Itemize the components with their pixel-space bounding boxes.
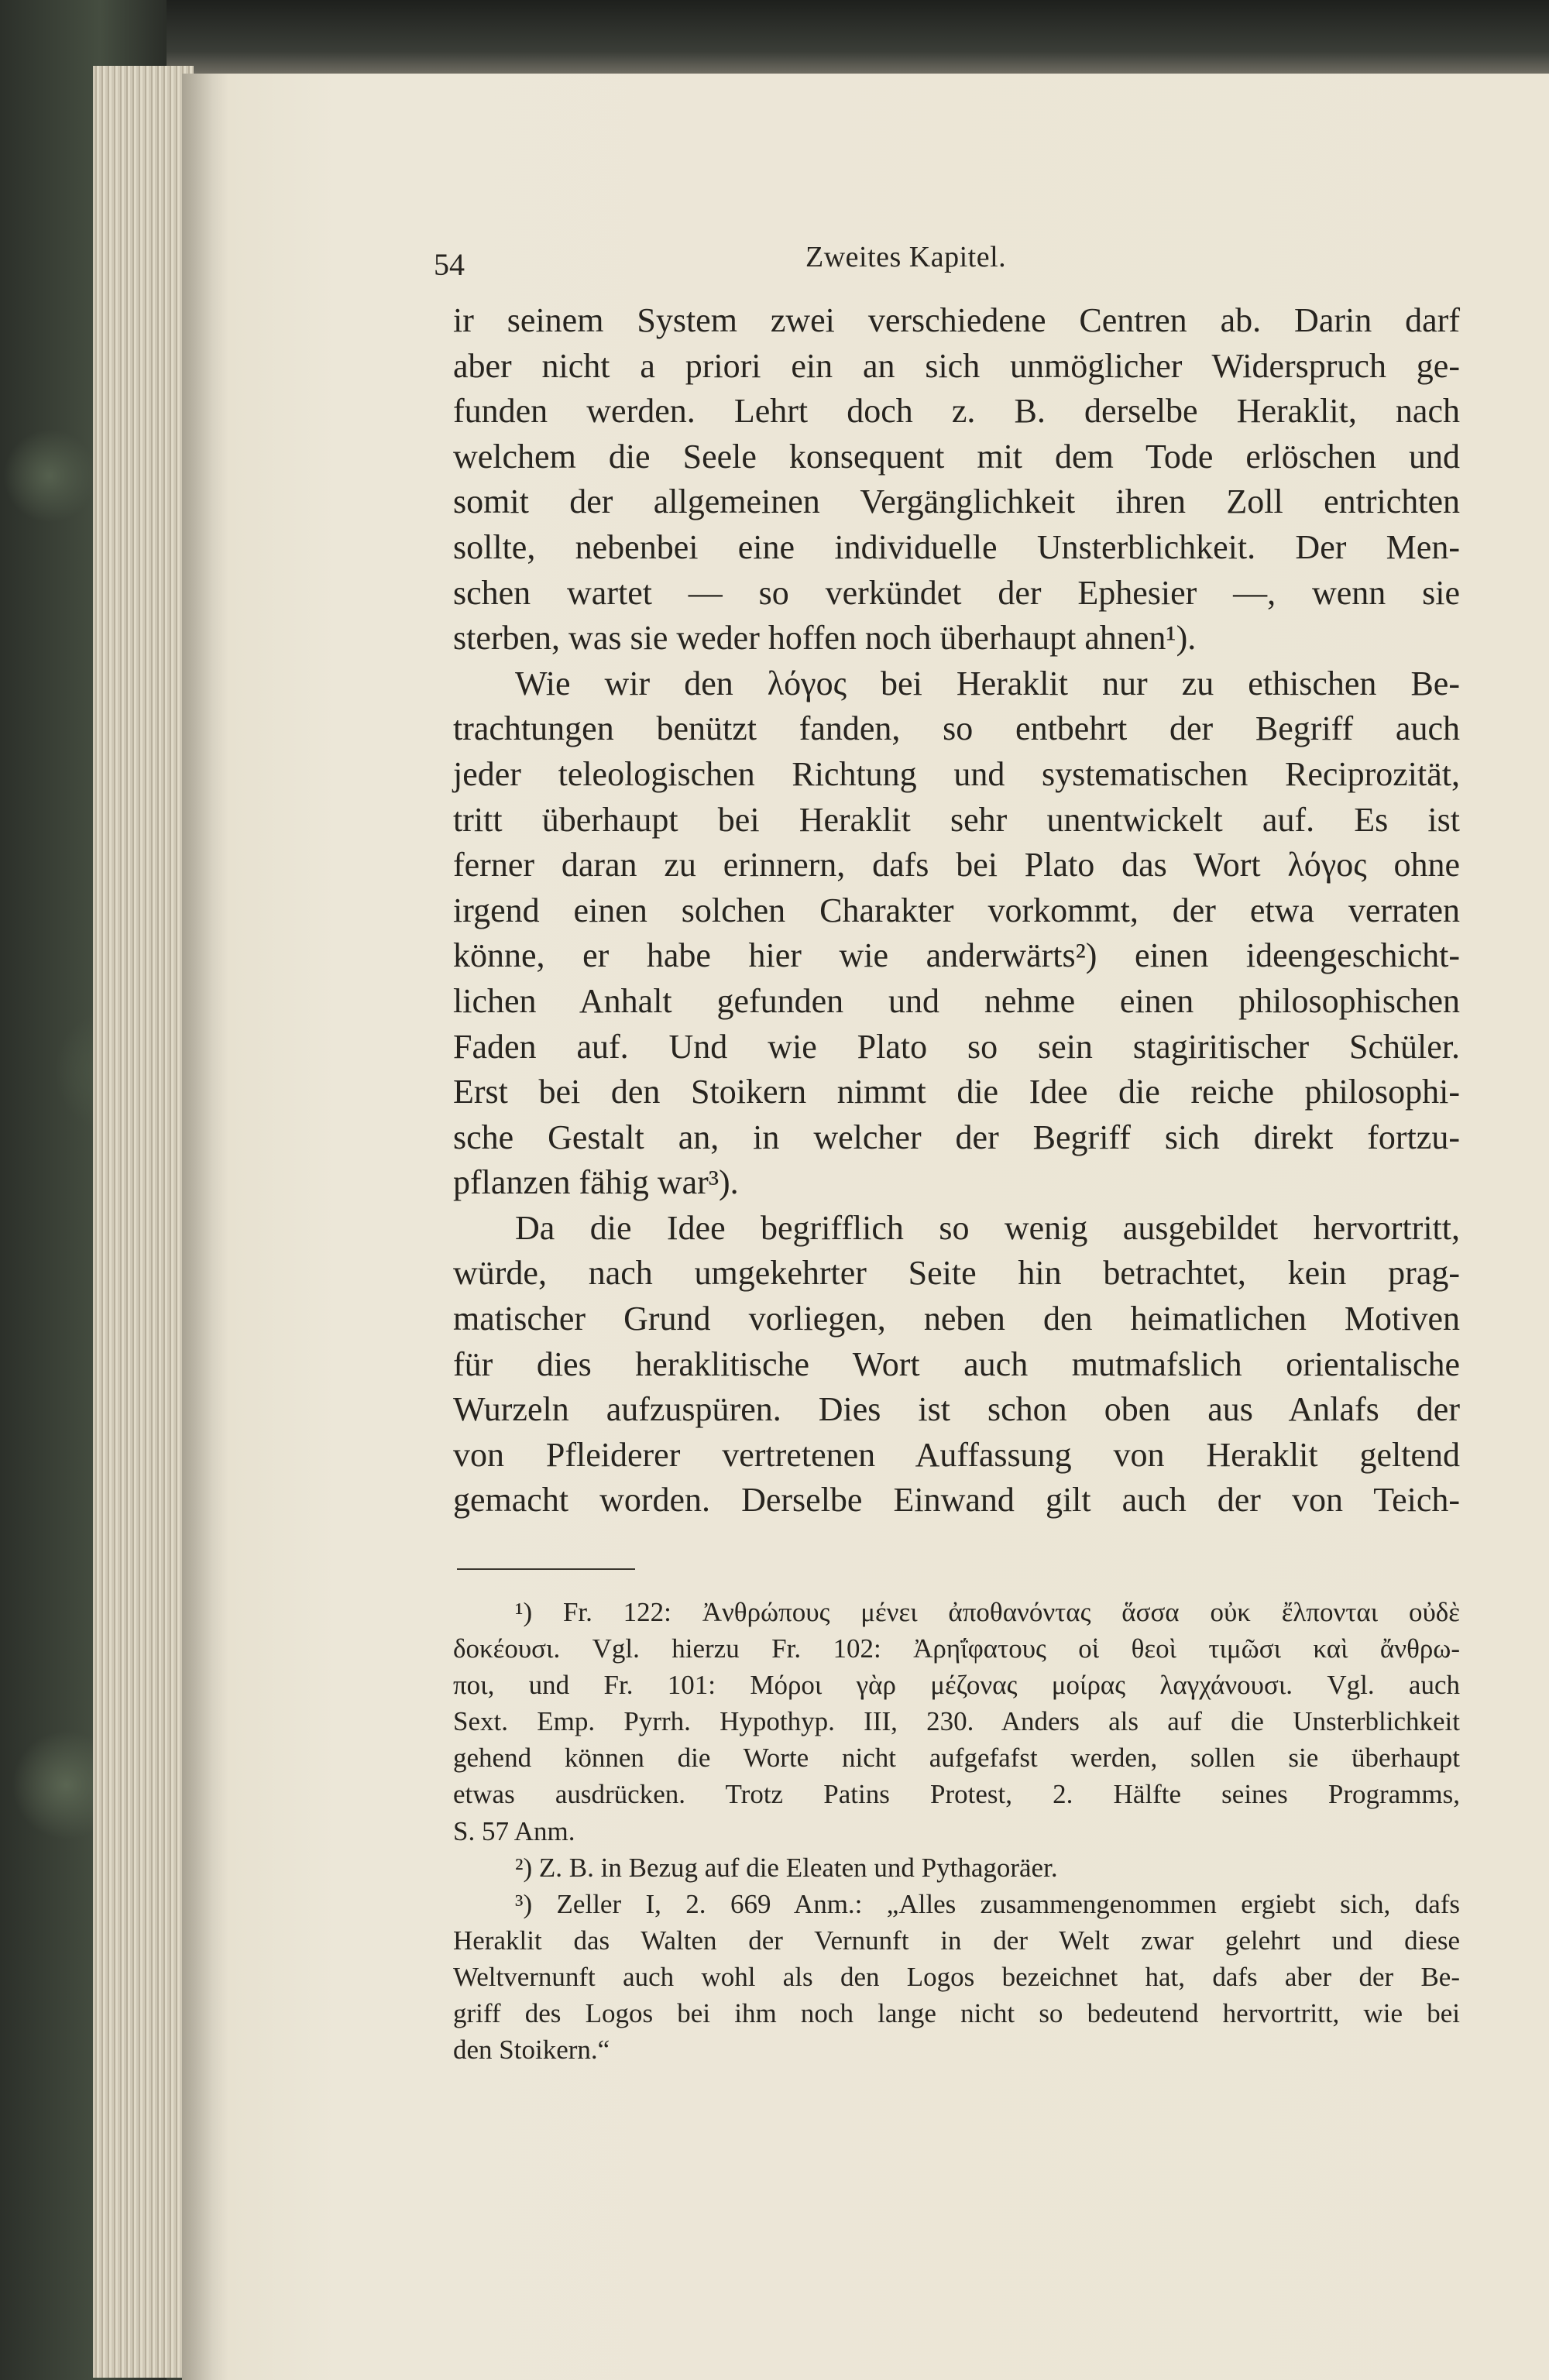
body-line: lichen Anhalt gefunden und nehme einen philosophischen [453,981,1460,1020]
page-number: 54 [434,247,465,282]
footnote-rule [457,1568,635,1570]
footnote-line: δοκέουσι. Vgl. hierzu Fr. 102: Ἀρηΐφατους οἱ θεοὶ τιμῶσι καὶ ἄνθρω- [453,1633,1460,1664]
body-line: gemacht worden. Derselbe Einwand gilt auch der von Teich- [453,1481,1460,1520]
gutter-shadow [182,74,228,2380]
body-line: aber nicht a priori ein an sich unmöglicher Widerspruch ge- [453,346,1460,385]
body-line: schen wartet — so verkündet der Ephesier —, wenn sie [453,573,1460,612]
footnote-line: ³) Zeller I, 2. 669 Anm.: „Alles zusammengenommen ergiebt sich, dafs [515,1888,1460,1919]
footnote-line: etwas ausdrücken. Trotz Patins Protest, 2. Hälfte seines Programms, [453,1779,1460,1810]
body-line: matischer Grund vorliegen, neben den heimatlichen Motiven [453,1300,1460,1338]
body-line: von Pfleiderer vertretenen Auffassung von Heraklit geltend [453,1435,1460,1474]
body-line: würde, nach umgekehrter Seite hin betrachtet, kein prag- [453,1254,1460,1293]
footnote-line: S. 57 Anm. [453,1815,575,1846]
footnote-line: Weltvernunft auch wohl als den Logos bezeichnet hat, dafs aber der Be- [453,1961,1460,1992]
body-line: sterben, was sie weder hoffen noch überhaupt ahnen¹). [453,619,1197,658]
body-line: tritt überhaupt bei Heraklit sehr unentwickelt auf. Es ist [453,800,1460,839]
body-line: könne, er habe hier wie anderwärts²) einen ideengeschicht- [453,936,1460,975]
body-line: Erst bei den Stoikern nimmt die Idee die reiche philosophi- [453,1073,1460,1111]
body-line: ferner daran zu erinnern, dafs bei Plato das Wort λόγος ohne [453,846,1460,884]
footnote-line: ¹) Fr. 122: Ἀνθρώπους μένει ἀποθανόντας ἅσσα οὐκ ἔλπονται οὐδὲ [515,1597,1460,1627]
body-line: Faden auf. Und wie Plato so sein stagiritischer Schüler. [453,1027,1460,1066]
footnote-line: den Stoikern.“ [453,2035,610,2066]
body-line: Wurzeln aufzuspüren. Dies ist schon oben aus Anlafs der [453,1390,1460,1429]
footnote-line: Heraklit das Walten der Vernunft in der Welt zwar gelehrt und diese [453,1925,1460,1956]
footnote-line: ποι, und Fr. 101: Μόροι γὰρ μέζονας μοίρας λαγχάνουσι. Vgl. auch [453,1670,1460,1701]
running-title: Zweites Kapitel. [805,241,1007,273]
book-top-edge [0,0,1549,74]
body-line: sche Gestalt an, in welcher der Begriff sich direkt fortzu- [453,1118,1460,1156]
body-line: Wie wir den λόγος bei Heraklit nur zu ethischen Be- [515,664,1460,702]
page-stack-edges [93,66,194,2378]
footnote-line: gehend können die Worte nicht aufgefafst werden, sollen sie überhaupt [453,1743,1460,1774]
footnote-line: griff des Logos bei ihm noch lange nicht so bedeutend hervortritt, wie bei [453,1998,1460,2029]
footnote-line: Sext. Emp. Pyrrh. Hypothyp. III, 230. Anders als auf die Unsterblichkeit [453,1706,1460,1737]
body-line: sollte, nebenbei eine individuelle Unsterblichkeit. Der Men- [453,527,1460,566]
footnote-line: ²) Z. B. in Bezug auf die Eleaten und Pythagoräer. [515,1852,1058,1883]
body-line: ir seinem System zwei verschiedene Centren ab. Darin darf [453,301,1460,339]
body-text [453,298,1460,1523]
body-line: funden werden. Lehrt doch z. B. derselbe Heraklit, nach [453,392,1460,431]
body-line: für dies heraklitische Wort auch mutmafslich orientalische [453,1345,1460,1383]
body-line: pflanzen fähig war³). [453,1163,739,1202]
body-line: irgend einen solchen Charakter vorkommt, der etwa verraten [453,891,1460,929]
footnotes [453,1594,1460,2068]
body-line: trachtungen benützt fanden, so entbehrt der Begriff auch [453,709,1460,748]
body-line: Da die Idee begrifflich so wenig ausgebildet hervortritt, [515,1208,1460,1247]
body-line: jeder teleologischen Richtung und systematischen Reciprozität, [453,754,1460,793]
body-line: somit der allgemeinen Vergänglichkeit ihren Zoll entrichten [453,483,1460,521]
body-line: welchem die Seele konsequent mit dem Tode erlöschen und [453,437,1460,476]
